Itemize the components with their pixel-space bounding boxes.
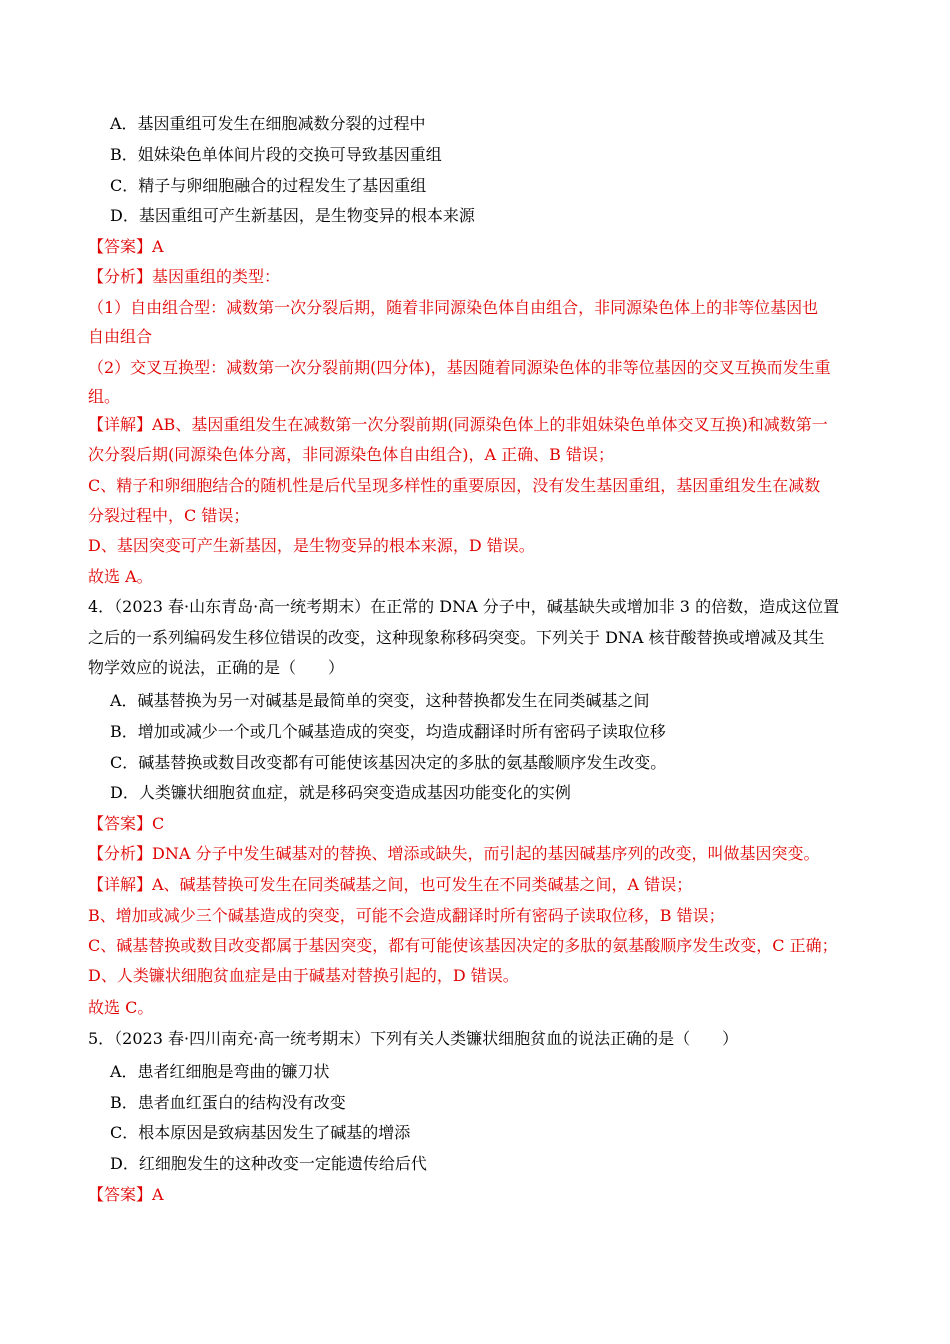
q4-analysis: 【分析】DNA 分子中发生碱基对的替换、增添或缺失，而引起的基因碱基序列的改变，叫做基因突变。 — [88, 844, 820, 863]
q4-detail-line: D、人类镰状细胞贫血症是由于碱基对替换引起的，D 错误。 — [88, 966, 519, 985]
q3-analysis-line: 【分析】基因重组的类型： — [88, 267, 281, 286]
q3-analysis-line: 组。 — [88, 387, 121, 406]
q3-detail-line: D、基因突变可产生新基因，是生物变异的根本来源，D 错误。 — [88, 536, 535, 555]
q4-stem-line: 物学效应的说法，正确的是（ ） — [88, 658, 345, 677]
q3-option-c: C．精子与卵细胞融合的过程发生了基因重组 — [110, 176, 427, 195]
q3-analysis-line: 自由组合 — [88, 327, 153, 346]
q4-option-d: D．人类镰状细胞贫血症，就是移码突变造成基因功能变化的实例 — [110, 783, 571, 802]
q3-answer: 【答案】A — [88, 237, 164, 256]
q3-detail-line: 【详解】AB、基因重组发生在减数第一次分裂前期(同源染色体上的非姐妹染色单体交叉互换)和减数第一 — [88, 415, 828, 434]
q4-answer: 【答案】C — [88, 814, 165, 833]
q3-conclusion: 故选 A。 — [88, 567, 153, 586]
q5-stem: 5．（2023 春·四川南充·高一统考期末）下列有关人类镰状细胞贫血的说法正确的是（ ） — [88, 1029, 739, 1048]
q4-detail-line: C、碱基替换或数目改变都属于基因突变，都有可能使该基因决定的多肽的氨基酸顺序发生改变，C 正确； — [88, 936, 838, 955]
q4-option-c: C．碱基替换或数目改变都有可能使该基因决定的多肽的氨基酸顺序发生改变。 — [110, 753, 667, 772]
q3-option-a: A．基因重组可发生在细胞减数分裂的过程中 — [110, 114, 426, 133]
q5-option-b: B．患者血红蛋白的结构没有改变 — [110, 1093, 346, 1112]
q3-analysis-line: （1）自由组合型：减数第一次分裂后期，随着非同源染色体自由组合，非同源染色体上的非等位基因也 — [88, 298, 819, 317]
q3-option-d: D．基因重组可产生新基因，是生物变异的根本来源 — [110, 206, 475, 225]
q5-answer: 【答案】A — [88, 1185, 164, 1204]
q5-option-d: D．红细胞发生的这种改变一定能遗传给后代 — [110, 1154, 427, 1173]
q4-stem-line: 4．（2023 春·山东青岛·高一统考期末）在正常的 DNA 分子中，碱基缺失或增加非 3 的倍数，造成这位置 — [88, 597, 840, 616]
q3-detail-line: C、精子和卵细胞结合的随机性是后代呈现多样性的重要原因，没有发生基因重组，基因重组发生在减数 — [88, 476, 821, 495]
q3-option-b: B．姐妹染色单体间片段的交换可导致基因重组 — [110, 145, 442, 164]
q4-option-b: B．增加或减少一个或几个碱基造成的突变，均造成翻译时所有密码子读取位移 — [110, 722, 666, 741]
q4-stem-line: 之后的一系列编码发生移位错误的改变，这种现象称移码突变。下列关于 DNA 核苷酸替换或增减及其生 — [88, 628, 825, 647]
q3-detail-line: 分裂过程中，C 错误； — [88, 506, 250, 525]
q4-option-a: A．碱基替换为另一对碱基是最简单的突变，这种替换都发生在同类碱基之间 — [110, 691, 650, 710]
q5-option-c: C．根本原因是致病基因发生了碱基的增添 — [110, 1123, 411, 1142]
q5-option-a: A．患者红细胞是弯曲的镰刀状 — [110, 1062, 330, 1081]
q4-detail-line: B、增加或减少三个碱基造成的突变，可能不会造成翻译时所有密码子读取位移，B 错误； — [88, 906, 725, 925]
q4-conclusion: 故选 C。 — [88, 998, 154, 1017]
q4-detail-line: 【详解】A、碱基替换可发生在同类碱基之间，也可发生在不同类碱基之间，A 错误； — [88, 875, 693, 894]
q3-detail-line: 次分裂后期(同源染色体分离，非同源染色体自由组合)，A 正确、B 错误； — [88, 445, 614, 464]
q3-analysis-line: （2）交叉互换型：减数第一次分裂前期(四分体)，基因随着同源染色体的非等位基因的交叉互换而发生重 — [88, 358, 831, 377]
